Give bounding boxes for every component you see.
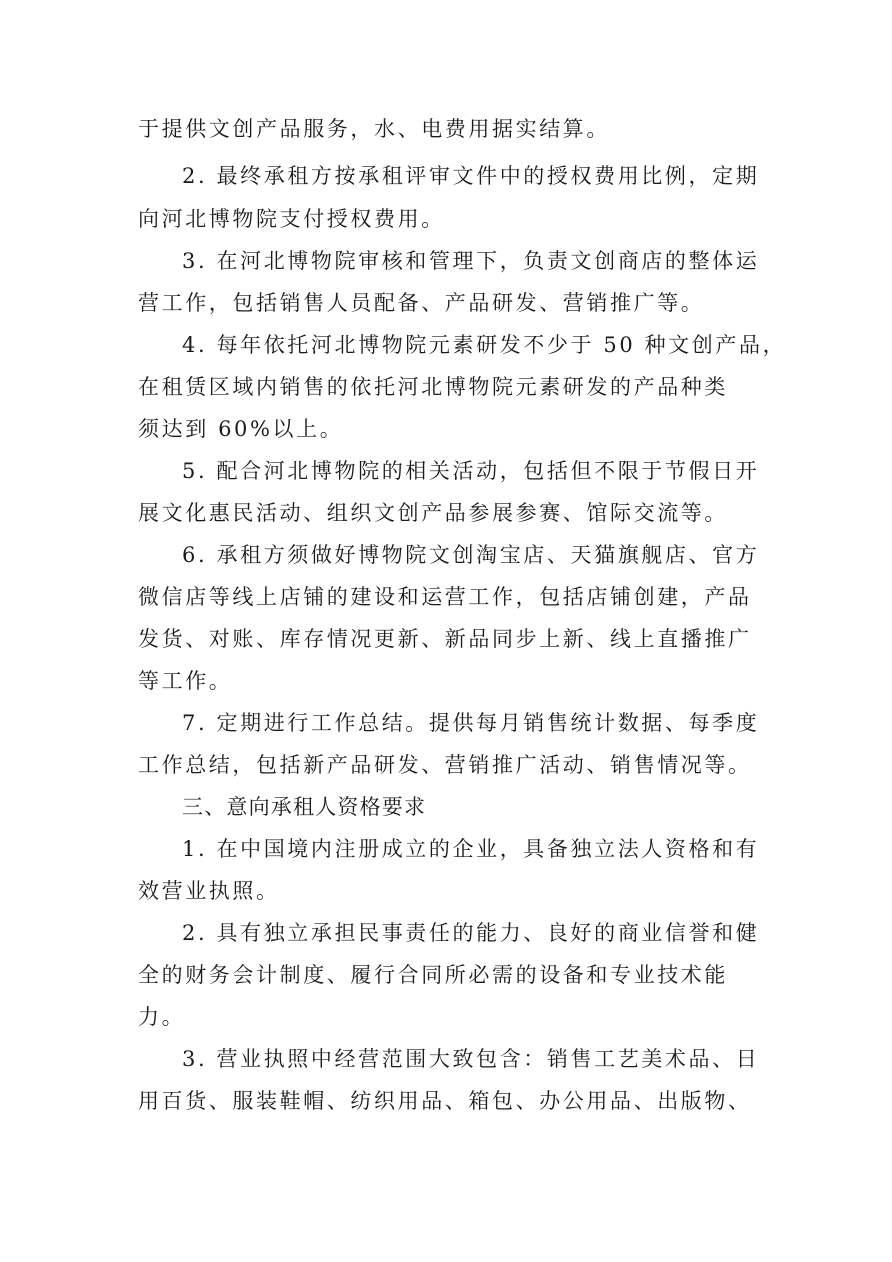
section-heading: 三、意向承租人资格要求 xyxy=(182,795,427,819)
list-item-2: 2. 具有独立承担民事责任的能力、良好的商业信誉和健 xyxy=(182,921,760,945)
paragraph-line: 于提供文创产品服务，水、电费用据实结算。 xyxy=(138,117,610,141)
list-item-5: 5. 配合河北博物院的相关活动，包括但不限于节假日开 xyxy=(182,459,760,483)
paragraph-line: 力。 xyxy=(138,1005,186,1029)
paragraph-line: 发货、对账、库存情况更新、新品同步上新、线上直播推广 xyxy=(138,627,752,651)
list-item-3: 3. 营业执照中经营范围大致包含：销售工艺美术品、日 xyxy=(182,1047,760,1071)
paragraph-line: 工作总结，包括新产品研发、营销推广活动、销售情况等。 xyxy=(138,753,752,777)
paragraph-line: 营工作，包括销售人员配备、产品研发、营销推广等。 xyxy=(138,291,705,315)
paragraph-line: 全的财务会计制度、履行合同所必需的设备和专业技术能 xyxy=(138,963,728,987)
paragraph-line: 在租赁区域内销售的依托河北博物院元素研发的产品种类 xyxy=(138,375,728,399)
paragraph-line: 用百货、服装鞋帽、纺织用品、箱包、办公用品、出版物、 xyxy=(138,1089,752,1113)
paragraph-line: 微信店等线上店铺的建设和运营工作，包括店铺创建，产品 xyxy=(138,585,752,609)
list-item-6: 6. 承租方须做好博物院文创淘宝店、天猫旗舰店、官方 xyxy=(182,543,760,567)
list-item-1: 1. 在中国境内注册成立的企业，具备独立法人资格和有 xyxy=(182,837,760,861)
list-item-4: 4. 每年依托河北博物院元素研发不少于 50 种文创产品， xyxy=(182,333,787,357)
list-item-7: 7. 定期进行工作总结。提供每月销售统计数据、每季度 xyxy=(182,711,760,735)
paragraph-line: 须达到 60%以上。 xyxy=(138,417,344,441)
paragraph-line: 效营业执照。 xyxy=(138,879,280,903)
paragraph-line: 展文化惠民活动、组织文创产品参展参赛、馆际交流等。 xyxy=(138,501,728,525)
list-item-3: 3. 在河北博物院审核和管理下，负责文创商店的整体运 xyxy=(182,249,760,273)
paragraph-line: 向河北博物院支付授权费用。 xyxy=(138,207,445,231)
paragraph-line: 等工作。 xyxy=(138,669,233,693)
list-item-2: 2. 最终承租方按承租评审文件中的授权费用比例，定期 xyxy=(182,164,760,188)
